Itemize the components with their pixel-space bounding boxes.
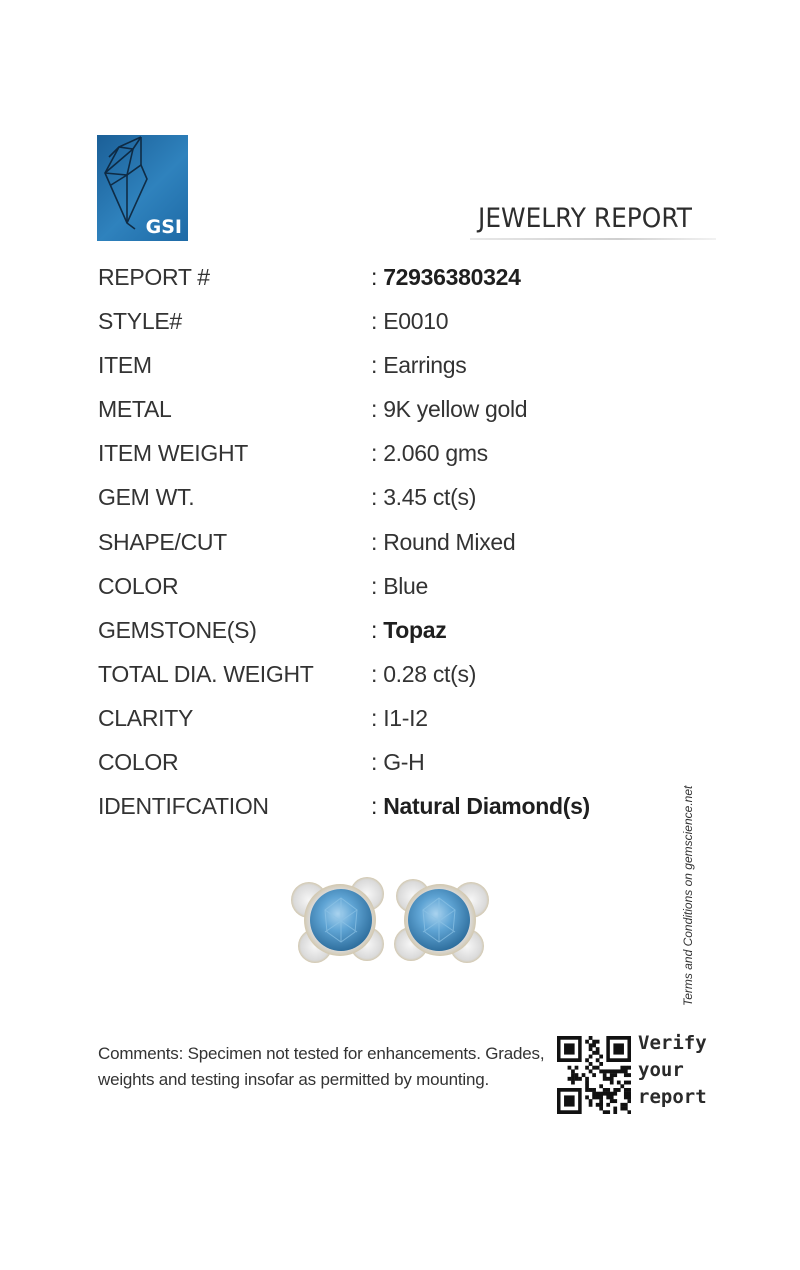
title-divider [470, 238, 716, 240]
field-value: : 0.28 ct(s) [371, 660, 477, 687]
field-row [98, 523, 658, 567]
field-value: : 72936380324 [371, 264, 521, 290]
field-value: : 2.060 gms [371, 440, 488, 467]
field-label: REPORT # [98, 264, 210, 290]
field-label: CLARITY [98, 704, 194, 731]
field-value: : Earrings [371, 352, 467, 379]
field-label: COLOR [98, 749, 179, 776]
field-value: : E0010 [371, 308, 449, 335]
field-label: COLOR [98, 572, 179, 599]
field-value: : 9K yellow gold [371, 396, 528, 423]
field-value: : I1-I2 [371, 704, 428, 731]
field-value: : Natural Diamond(s) [371, 793, 590, 820]
field-label: ITEM WEIGHT [98, 440, 249, 467]
field-label: STYLE# [98, 308, 182, 335]
field-value: : Blue [371, 572, 429, 599]
field-row [98, 567, 658, 611]
earring-right [394, 879, 489, 963]
field-label: SHAPE/CUT [98, 528, 227, 555]
gsi-logo [97, 135, 188, 241]
field-value: : Round Mixed [371, 528, 516, 555]
report-fields [98, 258, 658, 831]
earring-left [291, 877, 384, 963]
field-value: : 3.45 ct(s) [371, 484, 477, 511]
field-label: METAL [98, 396, 172, 423]
field-row [98, 699, 658, 743]
field-row [98, 302, 658, 346]
verify-line-2: your [638, 1059, 684, 1081]
field-row [98, 434, 658, 478]
comments-text: Comments: Specimen not tested for enhancements. Grades, weights and testing insofar as permitted by mounting. [98, 1044, 545, 1089]
field-row [98, 346, 658, 390]
field-row [98, 390, 658, 434]
field-value: : Topaz [371, 616, 447, 643]
field-row [98, 787, 658, 831]
verify-line-1: Verify [638, 1032, 707, 1054]
field-label: GEM WT. [98, 484, 195, 511]
field-label: GEMSTONE(S) [98, 616, 257, 643]
earrings-image [285, 870, 495, 970]
field-row [98, 258, 658, 302]
verify-line-3: report [638, 1086, 707, 1108]
terms-text: Terms and Conditions on gemscience.net [681, 785, 695, 1006]
logo-text: GSI [145, 216, 182, 238]
field-label: ITEM [98, 352, 152, 379]
report-title: JEWELRY REPORT [478, 203, 692, 234]
field-row [98, 478, 658, 522]
qr-code-icon[interactable] [557, 1036, 631, 1114]
field-label: IDENTIFCATION [98, 793, 269, 820]
field-value: : G-H [371, 749, 425, 776]
field-row [98, 655, 658, 699]
field-row [98, 743, 658, 787]
field-label: TOTAL DIA. WEIGHT [98, 660, 314, 687]
verify-report-link[interactable] [638, 1030, 707, 1111]
field-row [98, 611, 658, 655]
